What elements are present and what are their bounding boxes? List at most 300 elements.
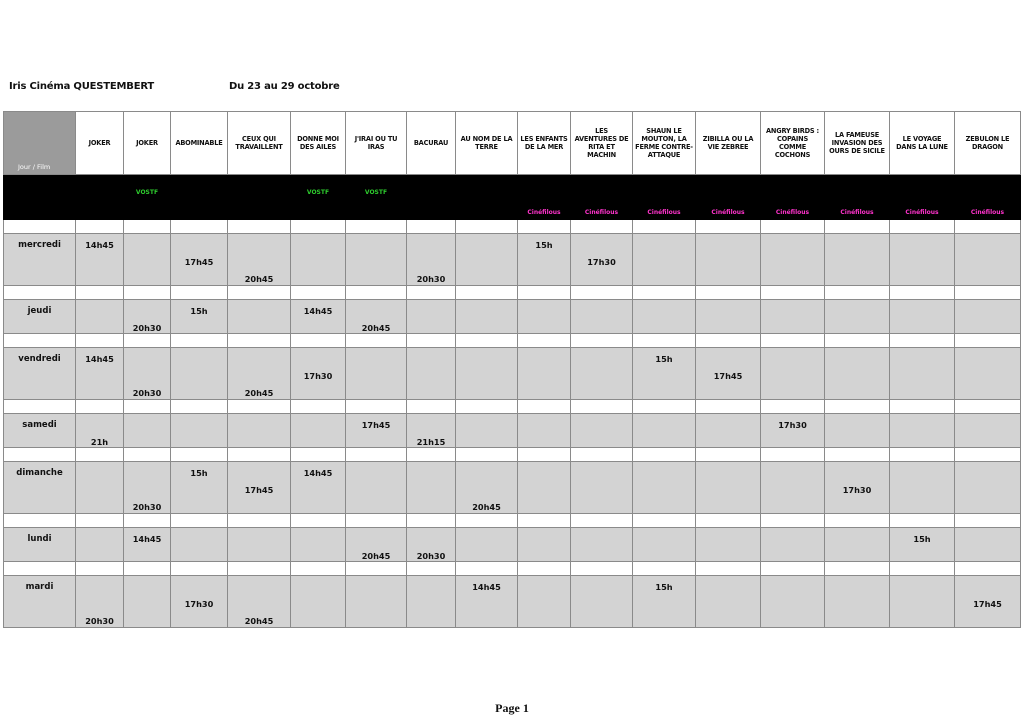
film-title-header: AU NOM DE LA TERRE: [456, 112, 518, 175]
day-row-mercredi: [4, 234, 1021, 286]
spacer-cell: [696, 562, 761, 576]
showtime-cell: [825, 348, 890, 400]
day-label: mercredi: [18, 240, 61, 250]
showtime-cell: [955, 414, 1021, 448]
tag-cell-empty: [4, 175, 76, 220]
day-row-vendredi: [4, 348, 1021, 400]
spacer-cell: [407, 514, 456, 528]
showtime-cell: [346, 414, 407, 448]
day-row-mardi: [4, 576, 1021, 628]
tag-row: [4, 175, 1021, 220]
spacer-cell: [171, 448, 228, 462]
spacer-cell: [346, 448, 407, 462]
showtime-cell: [228, 348, 291, 400]
film-tag-cell: [456, 175, 518, 220]
film-tag-cell: [171, 175, 228, 220]
day-label: jeudi: [27, 306, 52, 316]
showtime: 14h45: [132, 534, 162, 544]
day-row-dimanche: [4, 462, 1021, 514]
showtime-cell: [291, 576, 346, 628]
spacer-cell: [456, 448, 518, 462]
spacer-cell: [518, 334, 571, 348]
spacer-cell: [761, 562, 825, 576]
day-label-cell: [4, 576, 76, 628]
spacer-cell: [696, 220, 761, 234]
spacer-cell: [633, 514, 696, 528]
showtime-cell: [761, 300, 825, 334]
film-title-header: JOKER: [76, 112, 124, 175]
spacer-cell: [825, 334, 890, 348]
spacer-cell: [890, 448, 955, 462]
showtime-cell: [76, 576, 124, 628]
spacer-cell: [825, 562, 890, 576]
day-label-cell: [4, 462, 76, 514]
showtime-cell: [761, 414, 825, 448]
spacer-row: [4, 448, 1021, 462]
film-header-row: [4, 112, 1021, 175]
film-tag-cell: [518, 175, 571, 220]
spacer-cell: [633, 448, 696, 462]
showtime-cell: [171, 234, 228, 286]
showtime-cell: [124, 348, 171, 400]
spacer-cell: [76, 400, 124, 414]
showtime-cell: [696, 528, 761, 562]
day-label: samedi: [22, 420, 57, 430]
spacer-cell: [518, 286, 571, 300]
showtime: 20h30: [132, 388, 162, 398]
spacer-cell: [890, 334, 955, 348]
showtime-cell: [407, 576, 456, 628]
showtime-cell: [456, 528, 518, 562]
showtime: 20h45: [472, 502, 501, 512]
showtime-cell: [696, 348, 761, 400]
film-tag-cell: [761, 175, 825, 220]
spacer-cell: [518, 514, 571, 528]
spacer-cell: [518, 400, 571, 414]
film-tag-cell: [346, 175, 407, 220]
spacer-cell: [955, 400, 1021, 414]
film-tag-cell: [890, 175, 955, 220]
showtime: 20h45: [361, 323, 391, 333]
showtime-cell: [825, 528, 890, 562]
spacer-cell: [76, 514, 124, 528]
cinefilous-tag: Cinéfilous: [905, 209, 939, 216]
showtime-cell: [518, 234, 571, 286]
showtime-cell: [228, 234, 291, 286]
showtime-cell: [124, 576, 171, 628]
spacer-cell: [228, 334, 291, 348]
document-header: [0, 81, 1024, 97]
spacer-cell: [124, 400, 171, 414]
cinefilous-tag: Cinéfilous: [840, 209, 874, 216]
spacer-cell: [4, 448, 76, 462]
spacer-cell: [633, 562, 696, 576]
spacer-cell: [124, 334, 171, 348]
showtime-cell: [571, 348, 633, 400]
spacer-cell: [571, 286, 633, 300]
showtime-cell: [761, 462, 825, 514]
showtime-cell: [825, 462, 890, 514]
showtime: 20h30: [132, 502, 162, 512]
showtime-cell: [124, 300, 171, 334]
showtime-cell: [955, 234, 1021, 286]
showtime-cell: [456, 348, 518, 400]
spacer-cell: [171, 220, 228, 234]
showtime: 17h45: [361, 420, 391, 430]
period-label: Du 23 au 29 octobre: [229, 81, 340, 92]
showtime-cell: [124, 234, 171, 286]
showtime-cell: [407, 414, 456, 448]
showtime: 20h45: [244, 616, 274, 626]
film-tag-cell: [76, 175, 124, 220]
spacer-cell: [124, 448, 171, 462]
spacer-cell: [761, 286, 825, 300]
showtime-cell: [633, 528, 696, 562]
spacer-cell: [955, 448, 1021, 462]
spacer-cell: [456, 334, 518, 348]
showtime-cell: [76, 348, 124, 400]
showtime-cell: [518, 348, 571, 400]
spacer-cell: [761, 334, 825, 348]
showtime-cell: [456, 414, 518, 448]
spacer-cell: [346, 514, 407, 528]
showtime-cell: [890, 348, 955, 400]
showtime: 17h30: [778, 420, 807, 430]
film-tag-cell: [571, 175, 633, 220]
showtime-cell: [291, 462, 346, 514]
spacer-cell: [346, 220, 407, 234]
showtime-cell: [955, 348, 1021, 400]
page-number: Page 1: [495, 701, 529, 715]
spacer-cell: [4, 286, 76, 300]
spacer-cell: [228, 400, 291, 414]
showtime-cell: [171, 414, 228, 448]
schedule-table: [3, 111, 1021, 628]
showtime: 14h45: [85, 240, 114, 250]
spacer-cell: [696, 334, 761, 348]
cinefilous-tag: Cinéfilous: [711, 209, 745, 216]
showtime-cell: [124, 414, 171, 448]
film-title-header: CEUX QUI TRAVAILLENT: [228, 112, 291, 175]
showtime-cell: [571, 234, 633, 286]
spacer-cell: [291, 562, 346, 576]
showtime-cell: [633, 462, 696, 514]
spacer-cell: [633, 286, 696, 300]
schedule-table-wrapper: [3, 111, 1021, 628]
spacer-cell: [955, 220, 1021, 234]
showtime-cell: [76, 462, 124, 514]
spacer-cell: [228, 286, 291, 300]
spacer-cell: [696, 400, 761, 414]
showtime-cell: [890, 414, 955, 448]
spacer-cell: [291, 286, 346, 300]
cinefilous-tag: Cinéfilous: [970, 209, 1005, 216]
spacer-cell: [407, 562, 456, 576]
film-title-header: JOKER: [124, 112, 171, 175]
spacer-cell: [4, 562, 76, 576]
showtime-cell: [518, 528, 571, 562]
showtime-cell: [825, 234, 890, 286]
showtime: 17h30: [587, 257, 616, 267]
showtime-cell: [291, 414, 346, 448]
spacer-cell: [633, 220, 696, 234]
spacer-cell: [76, 334, 124, 348]
cinefilous-tag: Cinéfilous: [647, 209, 681, 216]
showtime: 17h30: [184, 599, 214, 609]
showtime-cell: [890, 528, 955, 562]
schedule-body: [4, 220, 1021, 628]
spacer-cell: [456, 286, 518, 300]
day-row-jeudi: [4, 300, 1021, 334]
spacer-cell: [456, 562, 518, 576]
spacer-cell: [456, 514, 518, 528]
showtime: 15h: [913, 534, 931, 544]
spacer-cell: [291, 514, 346, 528]
spacer-cell: [518, 562, 571, 576]
spacer-cell: [76, 562, 124, 576]
spacer-cell: [407, 400, 456, 414]
spacer-cell: [407, 448, 456, 462]
showtime: 17h30: [842, 485, 872, 495]
showtime-cell: [890, 462, 955, 514]
showtime-cell: [171, 300, 228, 334]
spacer-cell: [228, 514, 291, 528]
showtime-cell: [518, 414, 571, 448]
spacer-row: [4, 514, 1021, 528]
showtime-cell: [346, 234, 407, 286]
film-title-header: ZIBILLA OU LA VIE ZEBREE: [696, 112, 761, 175]
cinefilous-tag: Cinéfilous: [775, 209, 810, 216]
showtime-cell: [696, 414, 761, 448]
spacer-row: [4, 286, 1021, 300]
showtime-cell: [291, 528, 346, 562]
vostf-tag: VOSTF: [306, 189, 330, 196]
showtime: 20h45: [244, 274, 274, 284]
showtime-cell: [171, 528, 228, 562]
film-title-header: LE VOYAGE DANS LA LUNE: [890, 112, 955, 175]
film-tag-cell: [633, 175, 696, 220]
showtime-cell: [633, 348, 696, 400]
showtime-cell: [407, 234, 456, 286]
spacer-cell: [346, 400, 407, 414]
showtime-cell: [633, 576, 696, 628]
spacer-cell: [346, 334, 407, 348]
showtime-cell: [696, 462, 761, 514]
spacer-cell: [633, 334, 696, 348]
spacer-cell: [890, 220, 955, 234]
showtime-cell: [228, 414, 291, 448]
showtime-cell: [761, 528, 825, 562]
showtime-cell: [228, 462, 291, 514]
spacer-cell: [955, 286, 1021, 300]
showtime-cell: [346, 528, 407, 562]
cinefilous-tag: Cinéfilous: [584, 209, 619, 216]
showtime-cell: [955, 528, 1021, 562]
showtime-cell: [825, 414, 890, 448]
showtime-cell: [228, 528, 291, 562]
showtime-cell: [76, 528, 124, 562]
spacer-cell: [696, 286, 761, 300]
spacer-cell: [171, 286, 228, 300]
spacer-cell: [407, 334, 456, 348]
spacer-cell: [761, 448, 825, 462]
cinema-title: Iris Cinéma QUESTEMBERT: [9, 81, 155, 92]
showtime: 20h30: [85, 616, 114, 626]
spacer-cell: [4, 220, 76, 234]
showtime-cell: [124, 462, 171, 514]
showtime: 15h: [190, 468, 208, 478]
spacer-cell: [825, 514, 890, 528]
showtime-cell: [571, 528, 633, 562]
showtime-cell: [291, 348, 346, 400]
spacer-cell: [571, 562, 633, 576]
showtime: 21h15: [416, 437, 446, 447]
showtime-cell: [228, 576, 291, 628]
spacer-cell: [228, 448, 291, 462]
day-label: mardi: [25, 582, 54, 592]
showtime-cell: [171, 348, 228, 400]
spacer-cell: [76, 286, 124, 300]
spacer-cell: [890, 400, 955, 414]
spacer-cell: [761, 400, 825, 414]
film-tag-cell: [407, 175, 456, 220]
showtime-cell: [955, 462, 1021, 514]
showtime: 20h30: [416, 551, 446, 561]
spacer-cell: [955, 562, 1021, 576]
spacer-cell: [761, 220, 825, 234]
day-label: dimanche: [16, 468, 63, 478]
showtime-cell: [825, 300, 890, 334]
day-label: lundi: [27, 534, 52, 544]
showtime-cell: [76, 414, 124, 448]
spacer-cell: [696, 448, 761, 462]
spacer-cell: [4, 334, 76, 348]
spacer-cell: [124, 286, 171, 300]
showtime-cell: [228, 300, 291, 334]
day-label-cell: [4, 414, 76, 448]
showtime-cell: [346, 576, 407, 628]
vostf-tag: VOSTF: [135, 189, 159, 196]
showtime-cell: [761, 576, 825, 628]
showtime: 14h45: [472, 582, 501, 592]
showtime-cell: [571, 414, 633, 448]
showtime-cell: [696, 234, 761, 286]
spacer-cell: [76, 448, 124, 462]
spacer-cell: [124, 562, 171, 576]
spacer-row: [4, 334, 1021, 348]
spacer-cell: [76, 220, 124, 234]
spacer-cell: [890, 562, 955, 576]
spacer-cell: [171, 562, 228, 576]
showtime-cell: [955, 300, 1021, 334]
spacer-cell: [825, 448, 890, 462]
showtime-cell: [633, 300, 696, 334]
showtime-cell: [761, 348, 825, 400]
day-label-cell: [4, 348, 76, 400]
spacer-cell: [571, 220, 633, 234]
showtime-cell: [407, 462, 456, 514]
spacer-cell: [955, 514, 1021, 528]
showtime: 17h45: [244, 485, 274, 495]
film-title-header: LES AVENTURES DE RITA ET MACHIN: [571, 112, 633, 175]
spacer-cell: [890, 286, 955, 300]
showtime-cell: [76, 300, 124, 334]
day-row-lundi: [4, 528, 1021, 562]
film-title-header: SHAUN LE MOUTON, LA FERME CONTRE-ATTAQUE: [633, 112, 696, 175]
showtime-cell: [518, 576, 571, 628]
spacer-cell: [407, 286, 456, 300]
spacer-cell: [346, 286, 407, 300]
spacer-cell: [955, 334, 1021, 348]
showtime-cell: [825, 576, 890, 628]
showtime: 15h: [535, 240, 553, 250]
film-title-header: J'IRAI OU TU IRAS: [346, 112, 407, 175]
spacer-row: [4, 400, 1021, 414]
showtime: 17h45: [184, 257, 214, 267]
showtime: 15h: [655, 354, 673, 364]
spacer-row: [4, 220, 1021, 234]
spacer-row: [4, 562, 1021, 576]
showtime-cell: [407, 348, 456, 400]
spacer-cell: [518, 448, 571, 462]
day-row-samedi: [4, 414, 1021, 448]
spacer-cell: [171, 334, 228, 348]
spacer-cell: [291, 334, 346, 348]
showtime: 20h45: [244, 388, 274, 398]
showtime-cell: [633, 234, 696, 286]
spacer-cell: [291, 400, 346, 414]
showtime: 15h: [655, 582, 673, 592]
showtime-cell: [518, 300, 571, 334]
spacer-cell: [571, 448, 633, 462]
spacer-cell: [4, 400, 76, 414]
showtime-cell: [571, 576, 633, 628]
spacer-cell: [571, 334, 633, 348]
day-label-cell: [4, 528, 76, 562]
showtime-cell: [571, 300, 633, 334]
showtime-cell: [291, 234, 346, 286]
showtime: 17h30: [303, 371, 333, 381]
showtime-cell: [291, 300, 346, 334]
showtime: 14h45: [303, 306, 333, 316]
film-tag-cell: [291, 175, 346, 220]
film-title-header: LES ENFANTS DE LA MER: [518, 112, 571, 175]
spacer-cell: [456, 220, 518, 234]
showtime: 15h: [190, 306, 208, 316]
showtime-cell: [346, 462, 407, 514]
spacer-cell: [518, 220, 571, 234]
showtime: 14h45: [85, 354, 114, 364]
spacer-cell: [456, 400, 518, 414]
showtime: 20h45: [361, 551, 391, 561]
showtime-cell: [346, 300, 407, 334]
showtime-cell: [633, 414, 696, 448]
showtime-cell: [456, 300, 518, 334]
film-title-header: ZEBULON LE DRAGON: [955, 112, 1021, 175]
spacer-cell: [124, 514, 171, 528]
spacer-cell: [291, 220, 346, 234]
spacer-cell: [228, 220, 291, 234]
showtime-cell: [456, 576, 518, 628]
spacer-cell: [571, 514, 633, 528]
showtime-cell: [761, 234, 825, 286]
showtime-cell: [346, 348, 407, 400]
showtime-cell: [571, 462, 633, 514]
showtime-cell: [955, 576, 1021, 628]
spacer-cell: [571, 400, 633, 414]
showtime: 21h: [90, 437, 109, 447]
day-label: vendredi: [18, 354, 61, 364]
